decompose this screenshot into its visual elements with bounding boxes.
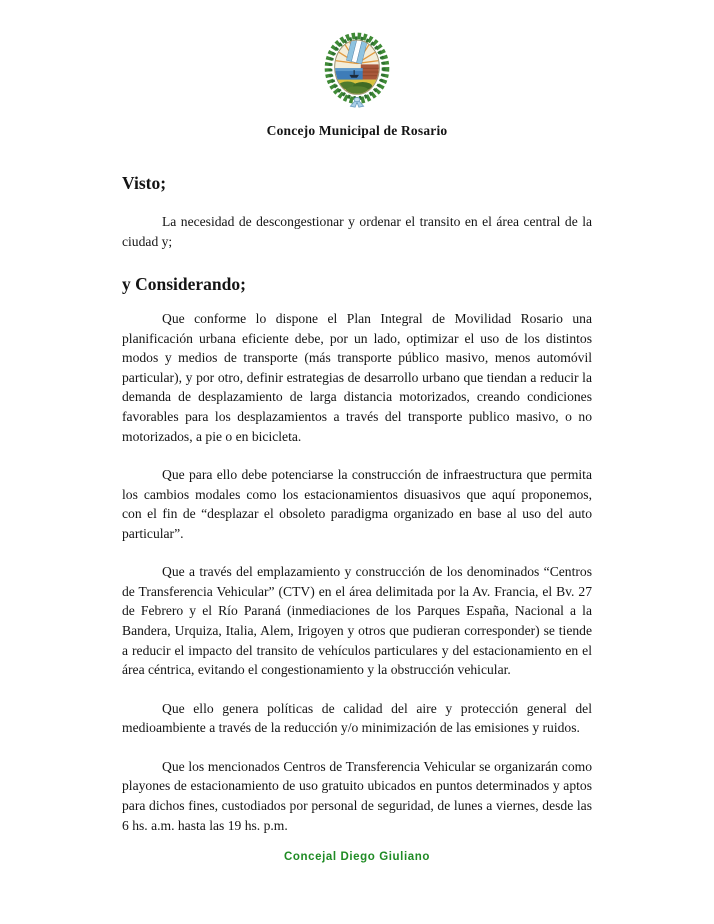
section-heading-visto: Visto;	[122, 173, 167, 193]
paragraph-considerando-3: Que a través del emplazamiento y construcción de los denominados “Centros de Transferencia Vehicular” (CTV) en el área delimitada por la Av. Francia, el Bv. 27 de Febrero y el Río Paraná (inmediaciones de los Parques España, Nacional a la Bandera, Urquiza, Italia, Alem, Irigoyen y otros que pudieran corresponder) se tiende a reducir el impacto del transito de vehículos particulares y del estacionamiento en el área céntrica, evitando el congestionamiento y la obstrucción vehicular.	[122, 564, 592, 678]
coat-of-arms-icon	[319, 32, 395, 112]
paragraph-considerando-2: Que para ello debe potenciarse la construcción de infraestructura que permita los cambios modales como los estacionamientos disuasivos que aquí proponemos, con el fin de “desplazar el obsoleto paradigma organizado en base al uso del auto particular”.	[122, 467, 592, 541]
organization-name: Concejo Municipal de Rosario	[266, 123, 448, 138]
section-heading-considerando: y Considerando;	[122, 274, 246, 295]
paragraph-considerando-1: Que conforme lo dispone el Plan Integral de Movilidad Rosario una planificación urbana eficiente debe, por un lado, optimizar el uso de los distintos modos y medios de transporte (más transporte público masivo, menos automóvil particular), y por otro, definir estrategias de desarrollo urbano que tiendan a reducir la demanda de desplazamiento de larga distancia motorizados, creando condiciones favorables para los desplazamientos a través del transporte publico masivo, o no motorizados, a pie o en bicicleta.	[122, 311, 592, 444]
paragraph-considerando-5: Que los mencionados Centros de Transferencia Vehicular se organizarán como playones de estacionamiento de uso gratuito ubicados en puntos determinados y aptos para dichos fines, custodiados por personal de seguridad, de lunes a viernes, desde las 6 hs. a.m. hasta las 19 hs. p.m.	[122, 758, 592, 833]
paragraph-considerando-4: Que ello genera políticas de calidad del aire y protección general del medioambiente a través de la reducción y/o minimización de las emisiones y ruidos.	[122, 700, 592, 736]
paragraph-visto: La necesidad de descongestionar y ordenar el transito en el área central de la ciudad y;	[122, 214, 592, 249]
document-body	[122, 173, 592, 835]
signature: Concejal Diego Giuliano	[283, 851, 431, 863]
document-header	[0, 0, 714, 139]
